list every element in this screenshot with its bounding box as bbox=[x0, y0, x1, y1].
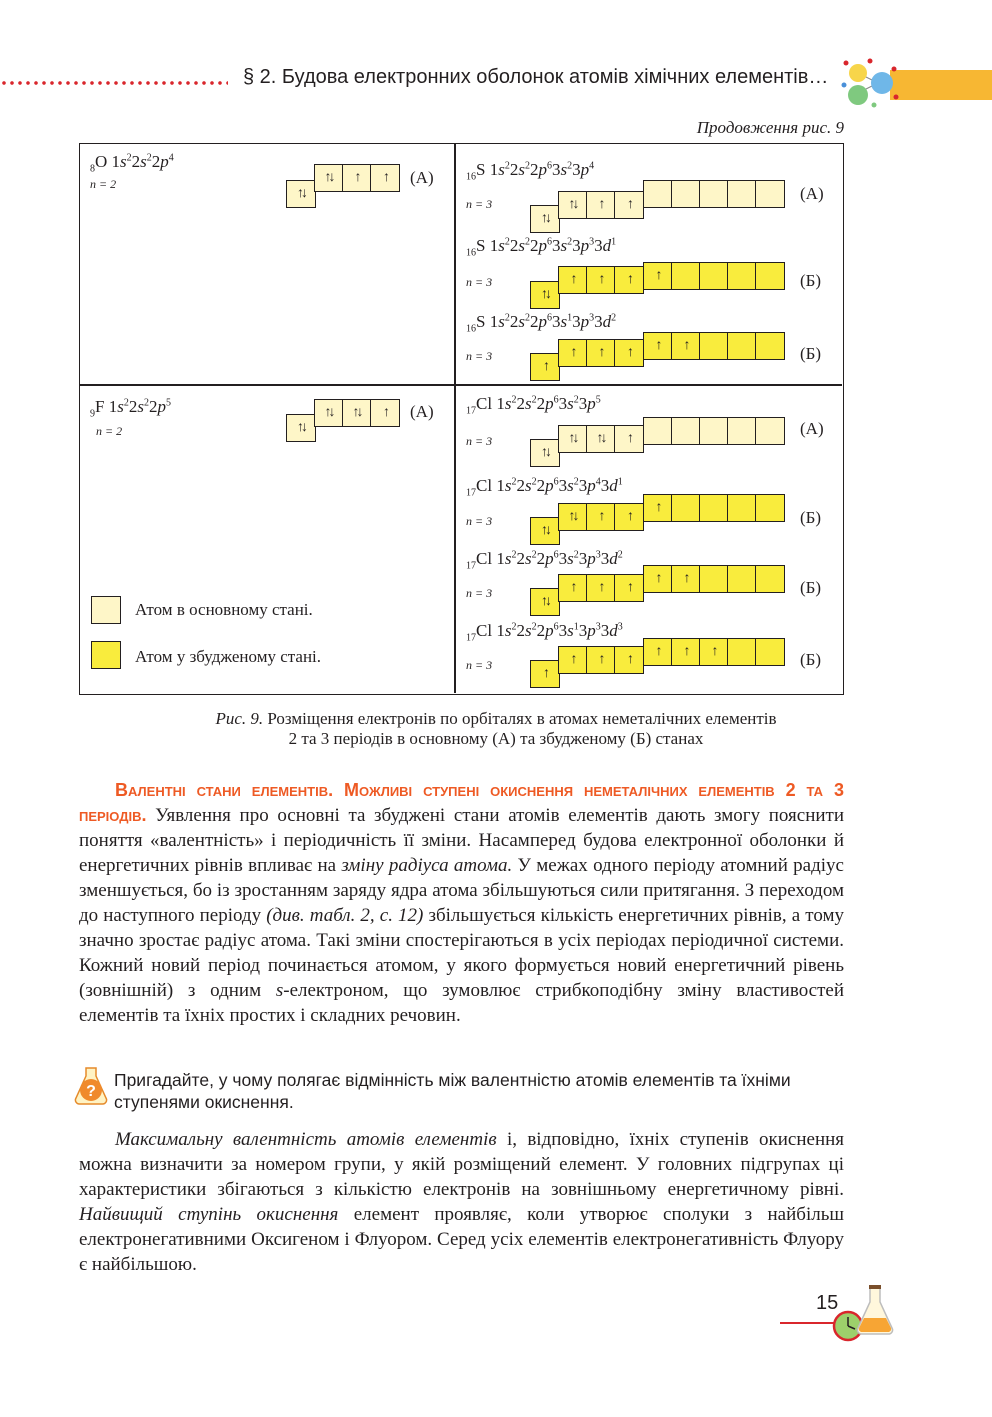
recall-question: Пригадайте, у чому полягає відмінність між валентністю атомів елементів та їхніми ступенями окиснення. bbox=[114, 1070, 791, 1112]
sulfur-b2-formula: $_{16}$S $1s^22s^22p^63s^13p^33d^2$ bbox=[466, 312, 617, 335]
sulfur-b1-3p: ↑ ↑ ↑ bbox=[558, 266, 644, 294]
sulfur-b1-n: n = 3 bbox=[466, 275, 493, 289]
chlorine-b1-3d: ↑ bbox=[643, 494, 785, 522]
fluorine-state: (А) bbox=[410, 402, 434, 421]
oxygen-2s: ↑↓ bbox=[286, 180, 316, 208]
chlorine-b1-n: n = 3 bbox=[466, 514, 493, 528]
chlorine-a-3d bbox=[643, 417, 785, 445]
legend-excited-swatch bbox=[91, 641, 121, 669]
header-title: § 2. Будова електронних оболонок атомів хімічних елементів… bbox=[243, 66, 829, 88]
fluorine-2s: ↑↓ bbox=[286, 414, 316, 442]
chlorine-b2-3s: ↑↓ bbox=[530, 588, 560, 616]
sulfur-b1-3s: ↑↓ bbox=[530, 281, 560, 309]
fluorine-formula: $_9$F $1s^22s^22p^5$ bbox=[90, 397, 171, 420]
page-number: 15 bbox=[816, 1292, 839, 1314]
chlorine-b3-3p: ↑ ↑ ↑ bbox=[558, 646, 644, 674]
oxygen-state: (А) bbox=[410, 168, 434, 187]
chlorine-b3-state: (Б) bbox=[800, 650, 822, 669]
question-flask-icon bbox=[73, 1066, 109, 1106]
chlorine-a-3p: ↑↓ ↑↓ ↑ bbox=[558, 425, 644, 453]
legend-ground-swatch bbox=[91, 596, 121, 624]
sulfur-b2-3s: ↑ bbox=[530, 353, 560, 381]
fluorine-2p: ↑↓ ↑↓ ↑ bbox=[314, 399, 400, 427]
oxygen-formula: $_8$O $1s^22s^22p^4$ bbox=[90, 152, 174, 175]
legend-ground-text: Атом в основному стані. bbox=[135, 600, 313, 619]
svg-text:?: ? bbox=[86, 1083, 96, 1100]
section-paragraph: Валентні стани елементів. Можливі ступені окиснення неметалічних елементів 2 та 3 періодів. Уявлення про основні та збуджені стани атомів елементів дають змогу пояснити поняття «валентність» і періодичність її зміни. Насамперед будова електронної оболонки й енергетичних рівнів впливає на зміну радіуса атома. У межах одного періоду атомний радіус зменшується, бо із зростанням заряду ядра атома збільшуються сили притягання. З переходом до наступного періоду (див. табл. 2, с. 12) збільшується кількість енергетичних рівнів, а тому значно зростає радіус атома. Такі зміни спостерігаються в усіх періодах періодичної системи. Кожний новий період починається атомом, у якого формується новий енергетичний рівень (зовнішній) з одним s-електроном, що зумовлює стрибкоподібну зміну властивостей елементів та їхніх простих і складних речовин. bbox=[79, 780, 845, 1026]
chlorine-b1-state: (Б) bbox=[800, 508, 822, 527]
chlorine-a-state: (А) bbox=[800, 419, 824, 438]
chlorine-b1-formula: $_{17}$Cl $1s^22s^22p^63s^23p^43d^1$ bbox=[466, 476, 623, 499]
oxygen-2p: ↑↓ ↑ ↑ bbox=[314, 164, 400, 192]
chlorine-b2-3d: ↑ ↑ bbox=[643, 565, 785, 593]
sulfur-b2-state: (Б) bbox=[800, 344, 822, 363]
legend-excited-text: Атом у збудженому стані. bbox=[135, 647, 322, 666]
chlorine-a-3s: ↑↓ bbox=[530, 439, 560, 467]
chlorine-a-n: n = 3 bbox=[466, 434, 493, 448]
sulfur-b1-state: (Б) bbox=[800, 271, 822, 290]
chlorine-b2-formula: $_{17}$Cl $1s^22s^22p^63s^23p^33d^2$ bbox=[466, 549, 623, 572]
chlorine-b3-formula: $_{17}$Cl $1s^22s^22p^63s^13p^33d^3$ bbox=[466, 621, 623, 644]
oxygen-n: n = 2 bbox=[90, 177, 117, 191]
figure-continuation: Продовження рис. 9 bbox=[696, 118, 844, 137]
chlorine-b2-state: (Б) bbox=[800, 578, 822, 597]
chlorine-b1-3s: ↑↓ bbox=[530, 517, 560, 545]
chlorine-b2-3p: ↑ ↑ ↑ bbox=[558, 574, 644, 602]
sulfur-b1-3d: ↑ bbox=[643, 262, 785, 290]
molecule-icon bbox=[838, 55, 900, 111]
chlorine-b3-n: n = 3 bbox=[466, 658, 493, 672]
sulfur-b2-3d: ↑ ↑ bbox=[643, 332, 785, 360]
sulfur-b2-3p: ↑ ↑ ↑ bbox=[558, 339, 644, 367]
header-dots bbox=[0, 80, 228, 86]
chlorine-b3-3s: ↑ bbox=[530, 660, 560, 688]
sulfur-a-3s: ↑↓ bbox=[530, 205, 560, 233]
sulfur-a-formula: $_{16}$S $1s^22s^22p^63s^23p^4$ bbox=[466, 160, 595, 183]
figure-caption: Рис. 9. Розміщення електронів по орбіталях в атомах неметалічних елементів 2 та 3 періодів в основному (А) та збудженому (Б) станах bbox=[215, 709, 777, 748]
header-bar bbox=[890, 70, 992, 100]
sulfur-a-3p: ↑↓ ↑ ↑ bbox=[558, 191, 644, 219]
chlorine-b2-n: n = 3 bbox=[466, 586, 493, 600]
chlorine-b1-3p: ↑↓ ↑ ↑ bbox=[558, 503, 644, 531]
section-heading: Валентні стани елементів. Можливі ступені окиснення неметалічних елементів 2 та 3 періодів. bbox=[79, 780, 844, 825]
sulfur-a-n: n = 3 bbox=[466, 197, 493, 211]
divider-vertical bbox=[454, 144, 456, 693]
orbital-figure bbox=[79, 143, 844, 695]
flask-icon bbox=[856, 1284, 894, 1336]
sulfur-a-3d bbox=[643, 180, 785, 208]
paragraph-two: Максимальну валентність атомів елементів і, відповідно, їхніх ступенів окиснення можна визначити за номером групи, у якій розміщений елемент. У головних підгрупах ці характеристики збігаються з кількістю електронів на зовнішньому енергетичному рівні. Найвищий ступінь окиснення елемент проявляє, коли утворює сполуки з найбільш електронегативними Оксигеном і Флуором. Серед усіх елементів електронегативність Флуору є найбільшою. bbox=[79, 1129, 845, 1275]
chlorine-a-formula: $_{17}$Cl $1s^22s^22p^63s^23p^5$ bbox=[466, 394, 601, 417]
sulfur-b2-n: n = 3 bbox=[466, 349, 493, 363]
divider-horizontal bbox=[80, 384, 842, 386]
fluorine-n: n = 2 bbox=[96, 424, 123, 438]
sulfur-b1-formula: $_{16}$S $1s^22s^22p^63s^23p^33d^1$ bbox=[466, 236, 617, 259]
sulfur-a-state: (А) bbox=[800, 184, 824, 203]
chlorine-b3-3d: ↑ ↑ ↑ bbox=[643, 638, 785, 666]
